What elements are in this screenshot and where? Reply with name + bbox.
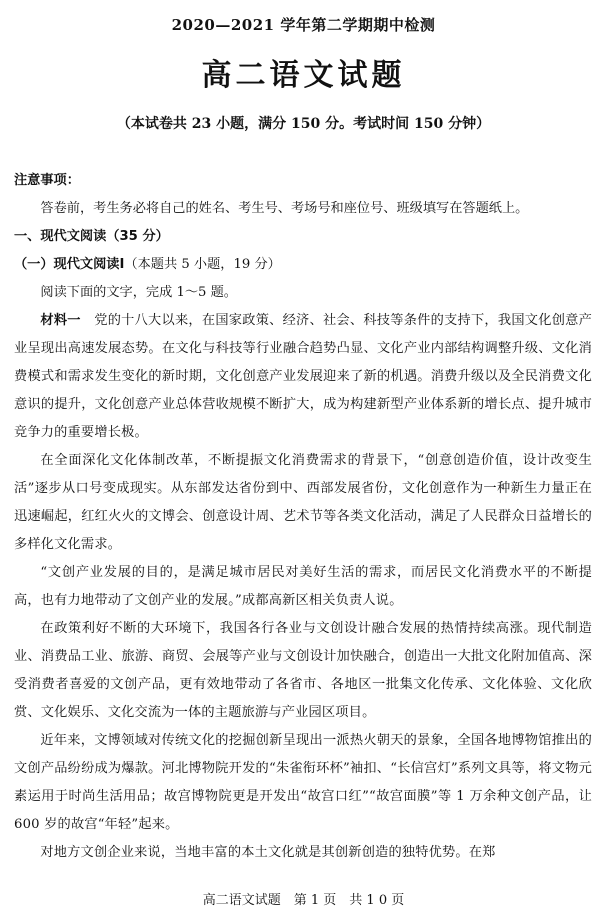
exam-period: 2020—2021 学年第二学期期中检测 <box>171 16 436 34</box>
page-footer: 高二语文试题 第 1 页 共 1 0 页 <box>202 893 405 908</box>
sub-section-detail: （本题共 5 小题，19 分） <box>124 257 281 272</box>
material-paragraph: 在政策利好不断的大环境下，我国各行各业与文创设计融合发展的热情持续高涨。现代制造业、消费品工业、旅游、商贸、会展等产业与文创设计加快融合，创造出一大批文化附加值高、深受消费者喜爱的文创产品，更有效地带动了各省市、各地区一批集文化传承、文化体验、文化欣赏、文化娱乐、文化交流为一体的主题旅游与产业园区项目。 <box>14 621 592 720</box>
notice-section <box>14 167 592 867</box>
material-paragraph: 对地方文创企业来说，当地丰富的本土文化就是其创新创造的独特优势。在郑 <box>40 845 496 860</box>
sub-section-label: （一）现代文阅读Ⅰ <box>14 257 125 272</box>
section-heading: 一、现代文阅读（35 分） <box>14 229 169 244</box>
notice-text: 答卷前，考生务必将自己的姓名、考生号、考场号和座位号、班级填写在答题纸上。 <box>40 201 529 216</box>
material-paragraph: “文创产业发展的目的，是满足城市居民对美好生活的需求，而居民文化消费水平的不断提高，也有力地带动了文创产业的发展。”成都高新区相关负责人说。 <box>14 565 592 608</box>
sub-section-heading <box>14 251 592 279</box>
exam-info: （本试卷共 23 小题，满分 150 分。考试时间 150 分钟） <box>116 116 491 132</box>
material-paragraph: 在全面深化文化体制改革，不断提振文化消费需求的背景下，“创意创造价值，设计改变生活”逐步从口号变成现实。从东部发达省份到中、西部发展省份，文化创意作为一种新生力量正在迅速崛起，红红火火的文博会、创意设计周、艺术节等各类文化活动，满足了人民群众日益增长的多样化文化需求。 <box>14 453 592 552</box>
page-title: 高二语文试题 <box>201 58 406 93</box>
notice-heading: 注意事项： <box>14 173 80 188</box>
material-label: 材料一 <box>40 313 81 328</box>
material-paragraph: 材料一 党的十八大以来，在国家政策、经济、社会、科技等条件的支持下，我国文化创意产业呈现出高速发展态势。在文化与科技等行业融合趋势凸显、文化产业内部结构调整升级、文化消费模式和需求发生变化的新时期，文化创意产业发展迎来了新的机遇。消费升级以及全民消费文化意识的提升，文化创意产业总体营收规模不断扩大，成为构建新型产业体系新的增长点、提升城市竞争力的重要增长极。 <box>14 313 593 440</box>
material-paragraph: 近年来，文博领域对传统文化的挖掘创新呈现出一派热火朝天的景象，全国各地博物馆推出的文创产品纷纷成为爆款。河北博物院开发的“朱雀衔环杯”袖扣、“长信宫灯”系列文具等，将文物元素运用于时尚生活用品；故宫博物院更是开发出“故宫口红”“故宫面膜”等 1 万余种文创产品，让 600 岁的故宫“年轻”起来。 <box>14 733 592 832</box>
reading-instruction: 阅读下面的文字，完成 1～5 题。 <box>40 285 237 300</box>
